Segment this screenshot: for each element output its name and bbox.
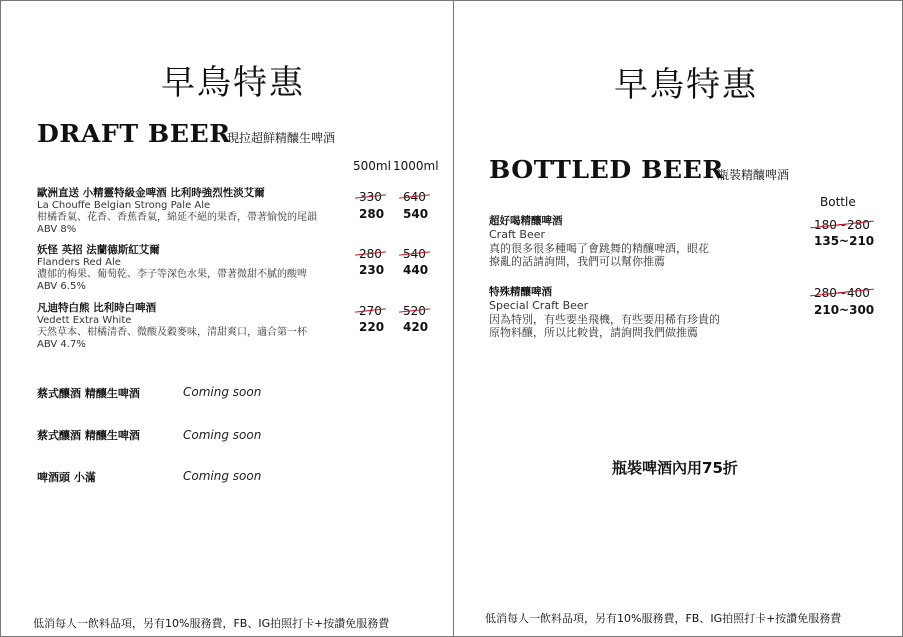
- section-title-zh: 現拉超鮮精釀生啤酒: [227, 131, 336, 145]
- footer-note: 低消每人一飲料品項，另有10%服務費，FB、IG拍照打卡+按讚免服務費: [33, 617, 390, 630]
- menu-item: [489, 286, 799, 339]
- item-name-en: Special Craft Beer: [489, 299, 589, 312]
- item-name-en: Flanders Red Ale: [37, 257, 121, 268]
- item-description: 柑橘香氣、花香、香蕉香氣，綿延不絕的果香，帶著愉悅的尾韻: [37, 212, 317, 223]
- page-title: 早鳥特惠: [161, 63, 305, 103]
- sale-price-500ml: 220: [359, 320, 385, 334]
- menu-item: [37, 187, 347, 236]
- column-header-bottle: Bottle: [820, 195, 856, 209]
- original-price-bottle: 280~400: [814, 286, 870, 300]
- item-description: 因為特別，有些要坐飛機，有些要用稀有珍貴的: [489, 313, 720, 326]
- item-abv: ABV 6.5%: [37, 281, 86, 292]
- menu-item: [489, 215, 799, 268]
- section-title-en: BOTTLED BEER: [489, 155, 724, 184]
- coming-soon-item-name: 蔡式釀酒 精釀生啤酒: [37, 429, 140, 442]
- item-name-en: La Chouffe Belgian Strong Pale Ale: [37, 200, 211, 211]
- original-price-1000ml: 520: [403, 304, 426, 318]
- sale-price-bottle: 135~210: [814, 234, 875, 248]
- sale-price-1000ml: 440: [403, 263, 429, 277]
- item-description: 撩亂的話請詢問，我們可以幫你推薦: [489, 255, 665, 268]
- item-abv: ABV 8%: [37, 224, 77, 235]
- section-title-zh: 瓶裝精釀啤酒: [717, 168, 790, 182]
- page-title: 早鳥特惠: [614, 65, 758, 105]
- section-title-en: DRAFT BEER: [37, 119, 231, 148]
- coming-soon-item-name: 啤酒頭 小滿: [37, 471, 96, 484]
- item-name-en: Craft Beer: [489, 228, 546, 241]
- menu-item: [37, 244, 347, 293]
- item-description: 真的很多很多種喝了會跳舞的精釀啤酒，眼花: [489, 242, 709, 255]
- column-header-500ml: 500ml: [353, 159, 391, 173]
- item-name-zh: 特殊精釀啤酒: [489, 286, 552, 298]
- original-price-1000ml: 640: [403, 190, 426, 204]
- item-name-zh: 歐洲直送 小精靈特級金啤酒 比利時強烈性淡艾爾: [37, 187, 265, 199]
- coming-soon-status: Coming soon: [183, 428, 262, 442]
- item-name-zh: 妖怪 英招 法蘭德斯紅艾爾: [37, 244, 160, 256]
- item-description: 天然草本、柑橘清香、微酸及穀麥味，清甜爽口，適合第一杯: [37, 327, 307, 338]
- original-price-bottle: 180~280: [814, 218, 870, 232]
- coming-soon-item-name: 蔡式釀酒 精釀生啤酒: [37, 387, 140, 400]
- column-header-1000ml: 1000ml: [393, 159, 439, 173]
- item-description: 濃郁的梅果、葡萄乾、李子等深色水果，帶著微甜不膩的酸啤: [37, 269, 307, 280]
- coming-soon-status: Coming soon: [183, 469, 262, 483]
- item-abv: ABV 4.7%: [37, 339, 86, 350]
- coming-soon-status: Coming soon: [183, 385, 262, 399]
- original-price-500ml: 330: [359, 190, 382, 204]
- sale-price-500ml: 230: [359, 263, 385, 277]
- original-price-500ml: 270: [359, 304, 382, 318]
- original-price-1000ml: 540: [403, 247, 426, 261]
- item-description: 原物料釀，所以比較貴，請詢問我們做推薦: [489, 326, 698, 339]
- original-price-500ml: 280: [359, 247, 382, 261]
- item-name-zh: 超好喝精釀啤酒: [489, 215, 563, 227]
- bottled-dine-in-discount: 瓶裝啤酒內用75折: [612, 459, 738, 477]
- bottled-beer-page: [454, 0, 903, 637]
- sale-price-500ml: 280: [359, 207, 385, 221]
- item-name-en: Vedett Extra White: [37, 315, 132, 326]
- sale-price-1000ml: 420: [403, 320, 429, 334]
- sale-price-1000ml: 540: [403, 207, 429, 221]
- menu-item: [37, 302, 347, 351]
- sale-price-bottle: 210~300: [814, 303, 875, 317]
- footer-note: 低消每人一飲料品項，另有10%服務費，FB、IG拍照打卡+按讚免服務費: [485, 612, 842, 625]
- item-name-zh: 凡迪特白熊 比利時白啤酒: [37, 302, 157, 314]
